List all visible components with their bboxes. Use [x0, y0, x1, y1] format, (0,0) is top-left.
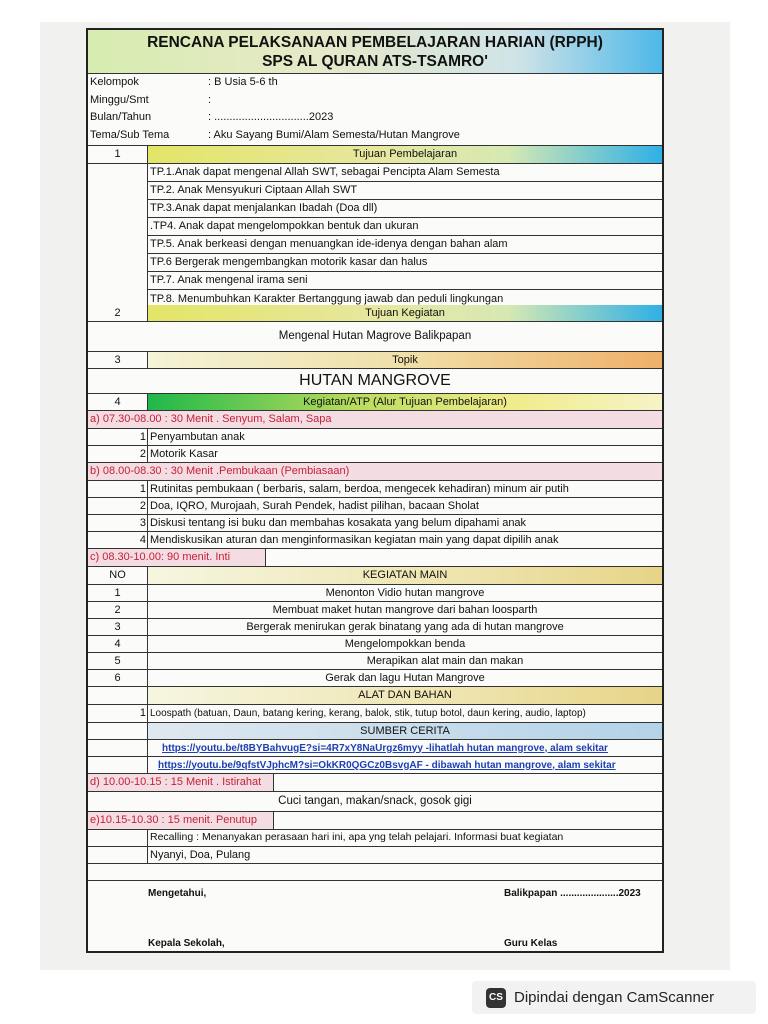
guru-kelas-label: Guru Kelas: [504, 938, 558, 949]
section-3-header: [88, 352, 662, 369]
alat-bahan-row: [88, 705, 662, 723]
row-activity: Gerak dan lagu Hutan Mangrove: [147, 670, 662, 686]
table-row: [88, 602, 662, 619]
time-label: c) 08.30-10.00: 90 menit. Inti: [88, 549, 266, 566]
camscanner-text: Dipindai dengan CamScanner: [514, 989, 715, 1006]
kepala-sekolah-label: Kepala Sekolah,: [148, 938, 225, 949]
item-text: Penyambutan anak: [147, 429, 662, 445]
table-row: [88, 619, 662, 636]
row-activity: Bergerak menirukan gerak binatang yang ada di hutan mangrove: [147, 619, 662, 635]
time-label: a) 07.30-08.00 : 30 Menit . Senyum, Salam, Sapa: [90, 413, 332, 426]
tp-item: TP.2. Anak Mensyukuri Ciptaan Allah SWT: [148, 182, 662, 200]
youtube-link[interactable]: https://youtu.be/9qfstVJphcM?si=OkKR0QGCz0BsvgAF - dibawah hutan mangrove, alam sekitar: [158, 759, 616, 771]
title-block: [88, 30, 662, 74]
tp-item: TP.5. Anak berkeasi dengan menuangkan ide-idenya dengan bahan alam: [148, 236, 662, 254]
section-2-header: [88, 305, 662, 322]
list-item: [88, 498, 662, 515]
info-value-bulan: : ...............................2023: [208, 111, 334, 123]
info-row: [90, 111, 334, 123]
title-line-1: RENCANA PELAKSANAAN PEMBELAJARAN HARIAN (RPPH): [147, 34, 603, 51]
item-number: 4: [139, 533, 146, 546]
item-text: Doa, IQRO, Murojaah, Surah Pendek, hadist pilihan, bacaan Sholat: [147, 498, 662, 514]
item-number: 1: [139, 707, 146, 720]
item-number: 2: [139, 447, 146, 460]
info-row: [90, 94, 212, 106]
title-line-2: SPS AL QURAN ATS-TSAMRO': [262, 53, 488, 71]
section-number: 1: [114, 148, 121, 161]
list-item: [88, 532, 662, 549]
penutup-row: [88, 830, 662, 847]
item-text: Diskusi tentang isi buku dan membahas kosakata yang belum dipahami anak: [147, 515, 662, 531]
alat-bahan-title: ALAT DAN BAHAN: [147, 687, 662, 704]
item-number: 1: [139, 482, 146, 495]
time-label: e)10.15-10.30 : 15 menit. Penutup: [88, 812, 274, 829]
link-row: [88, 757, 662, 774]
section-4-header: [88, 394, 662, 411]
time-label: b) 08.00-08.30 : 30 Menit .Pembukaan (Pembiasaan): [90, 465, 350, 478]
list-item: [88, 446, 662, 463]
tp-list: [88, 164, 662, 305]
column-header-kegiatan: KEGIATAN MAIN: [147, 567, 662, 584]
row-activity: Mengelompokkan benda: [147, 636, 662, 652]
sumber-cerita-title: SUMBER CERITA: [147, 723, 662, 739]
youtube-link[interactable]: https://youtu.be/t8BYBahvugE?si=4R7xY8NaUrgz6myy -lihatlah hutan mangrove, alam sekitar: [162, 742, 608, 754]
tp-item: TP.8. Menumbuhkan Karakter Bertanggung jawab dan peduli lingkungan: [148, 290, 662, 309]
rpph-document: [86, 28, 664, 953]
info-label-bulan: Bulan/Tahun: [90, 111, 152, 123]
info-row: [90, 76, 278, 88]
istirahat-content: Cuci tangan, makan/snack, gosok gigi: [88, 792, 662, 812]
tp-item: TP.7. Anak mengenal irama seni: [148, 272, 662, 290]
section-1-header: [88, 146, 662, 164]
table-row: [88, 636, 662, 653]
tp-item: .TP4. Anak dapat mengelompokkan bentuk dan ukuran: [148, 218, 662, 236]
link-row: [88, 740, 662, 757]
info-label-kelompok: Kelompok: [90, 76, 139, 88]
section-number: 2: [114, 306, 121, 319]
section-title: Topik: [147, 352, 662, 368]
penutup-row: [88, 847, 662, 864]
row-activity: Menonton Vidio hutan mangrove: [147, 585, 662, 601]
alat-bahan-header: [88, 687, 662, 705]
info-value-tema: : Aku Sayang Bumi/Alam Semesta/Hutan Mangrove: [208, 129, 460, 141]
row-number: 2: [114, 603, 121, 616]
row-number: 4: [114, 637, 121, 650]
penutup-text: Recalling : Menanyakan perasaan hari ini, apa yng telah pelajari. Informasi buat kegiatan: [147, 830, 662, 846]
penutup-text: Nyanyi, Doa, Pulang: [147, 847, 662, 863]
row-number: 3: [114, 620, 121, 633]
alat-bahan-text: Loospath (batuan, Daun, batang kering, kerang, balok, stik, tutup botol, daun kering, audio, laptop): [147, 705, 662, 722]
info-label-minggu: Minggu/Smt: [90, 94, 149, 106]
info-block: [88, 74, 662, 146]
section-title: Tujuan Pembelajaran: [147, 146, 662, 163]
time-row-c: [88, 549, 662, 567]
table-row: [88, 585, 662, 602]
time-row-b: [88, 463, 662, 481]
time-row-a: [88, 411, 662, 429]
tp-item: TP.1.Anak dapat mengenal Allah SWT, sebagai Pencipta Alam Semesta: [148, 164, 662, 182]
table-row: [88, 653, 662, 670]
info-row: [90, 129, 460, 141]
section-number: 4: [114, 395, 121, 408]
row-number: 1: [114, 586, 121, 599]
column-header-no: NO: [109, 569, 126, 582]
item-text: Motorik Kasar: [147, 446, 662, 462]
list-item: [88, 515, 662, 532]
tp-item: TP.6 Bergerak mengembangkan motorik kasar dan halus: [148, 254, 662, 272]
camscanner-logo-icon: CS: [486, 988, 506, 1008]
sumber-cerita-header: [88, 723, 662, 740]
list-item: [88, 481, 662, 498]
tp-item: TP.3.Anak dapat menjalankan Ibadah (Doa dll): [148, 200, 662, 218]
time-label: d) 10.00-10.15 : 15 Menit . Istirahat: [88, 774, 274, 791]
time-row-e: [88, 812, 662, 830]
camscanner-watermark: [472, 981, 756, 1014]
row-number: 5: [114, 654, 121, 667]
list-item: [88, 429, 662, 446]
mengetahui-label: Mengetahui,: [148, 888, 207, 899]
topik-content: HUTAN MANGROVE: [88, 369, 662, 394]
row-number: 6: [114, 671, 121, 684]
section-title: Kegiatan/ATP (Alur Tujuan Pembelajaran): [147, 394, 662, 410]
section-title: Tujuan Kegiatan: [147, 305, 662, 321]
blank-row: [88, 864, 662, 881]
tujuan-kegiatan-content: Mengenal Hutan Magrove Balikpapan: [88, 322, 662, 352]
item-number: 2: [139, 499, 146, 512]
time-row-d: [88, 774, 662, 792]
item-text: Mendiskusikan aturan dan menginformasikan kegiatan main yang dapat dipilih anak: [147, 532, 662, 548]
row-activity: Membuat maket hutan mangrove dari bahan loosparth: [147, 602, 662, 618]
table-row: [88, 670, 662, 687]
item-number: 1: [139, 430, 146, 443]
section-number: 3: [114, 353, 121, 366]
kegiatan-main-header: [88, 567, 662, 585]
place-date-label: Balikpapan .....................2023: [504, 888, 641, 899]
item-text: Rutinitas pembukaan ( berbaris, salam, berdoa, mengecek kehadiran) minum air putih: [147, 481, 662, 497]
info-value-kelompok: : B Usia 5-6 th: [208, 76, 278, 88]
item-number: 3: [139, 516, 146, 529]
row-activity: Merapikan alat main dan makan: [147, 653, 662, 669]
info-value-minggu: :: [208, 94, 212, 106]
info-label-tema: Tema/Sub Tema: [90, 129, 170, 141]
